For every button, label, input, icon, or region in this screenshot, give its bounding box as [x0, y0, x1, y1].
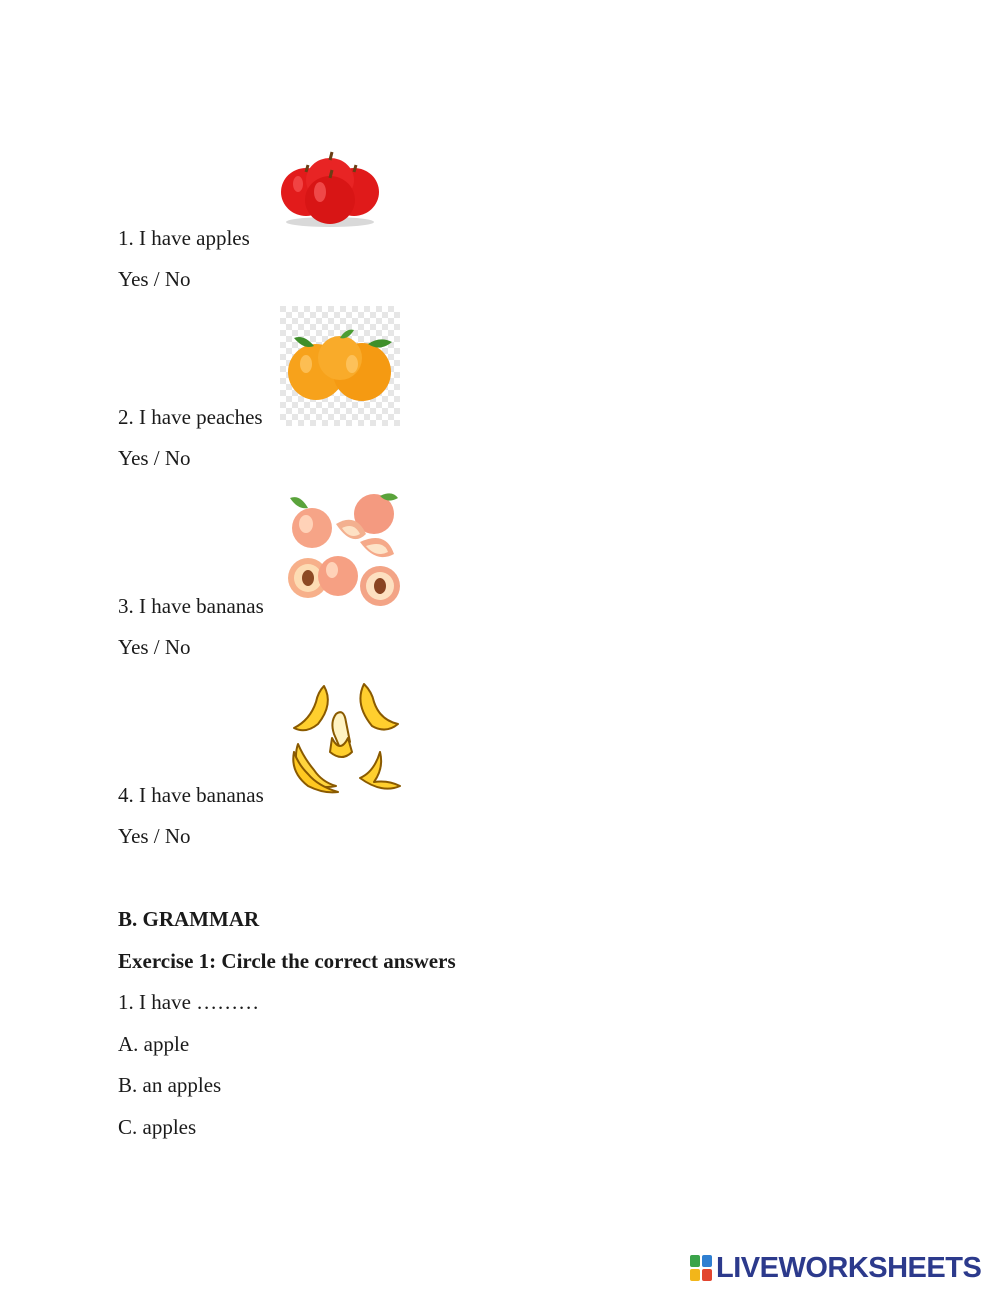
option-c[interactable]: C. apples — [118, 1115, 197, 1139]
apples-picture — [278, 150, 383, 230]
option-b[interactable]: B. an apples — [118, 1073, 222, 1097]
option-a[interactable]: A. apple — [118, 1032, 190, 1056]
liveworksheets-logo — [690, 1252, 981, 1284]
answer-choice-4[interactable]: Yes / No — [118, 824, 191, 848]
answer-choice-1[interactable]: Yes / No — [118, 267, 191, 291]
brand-name: LIVEWORKSHEETS — [716, 1252, 982, 1284]
answer-choice-3[interactable]: Yes / No — [118, 635, 191, 659]
peaches-picture — [286, 490, 404, 608]
listening-question-1: 1. I have apples — [118, 226, 250, 250]
section-title: B. GRAMMAR — [118, 907, 260, 931]
oranges-picture — [280, 306, 400, 426]
grammar-question-1: 1. I have ……… — [118, 990, 260, 1014]
listening-question-2: 2. I have peaches — [118, 405, 263, 429]
bananas-picture — [288, 682, 406, 798]
answer-choice-2[interactable]: Yes / No — [118, 446, 191, 470]
exercise-title: Exercise 1: Circle the correct answers — [118, 949, 456, 973]
listening-question-3: 3. I have bananas — [118, 594, 264, 618]
listening-question-4: 4. I have bananas — [118, 783, 264, 807]
liveworksheets-badge-icon — [690, 1255, 712, 1281]
